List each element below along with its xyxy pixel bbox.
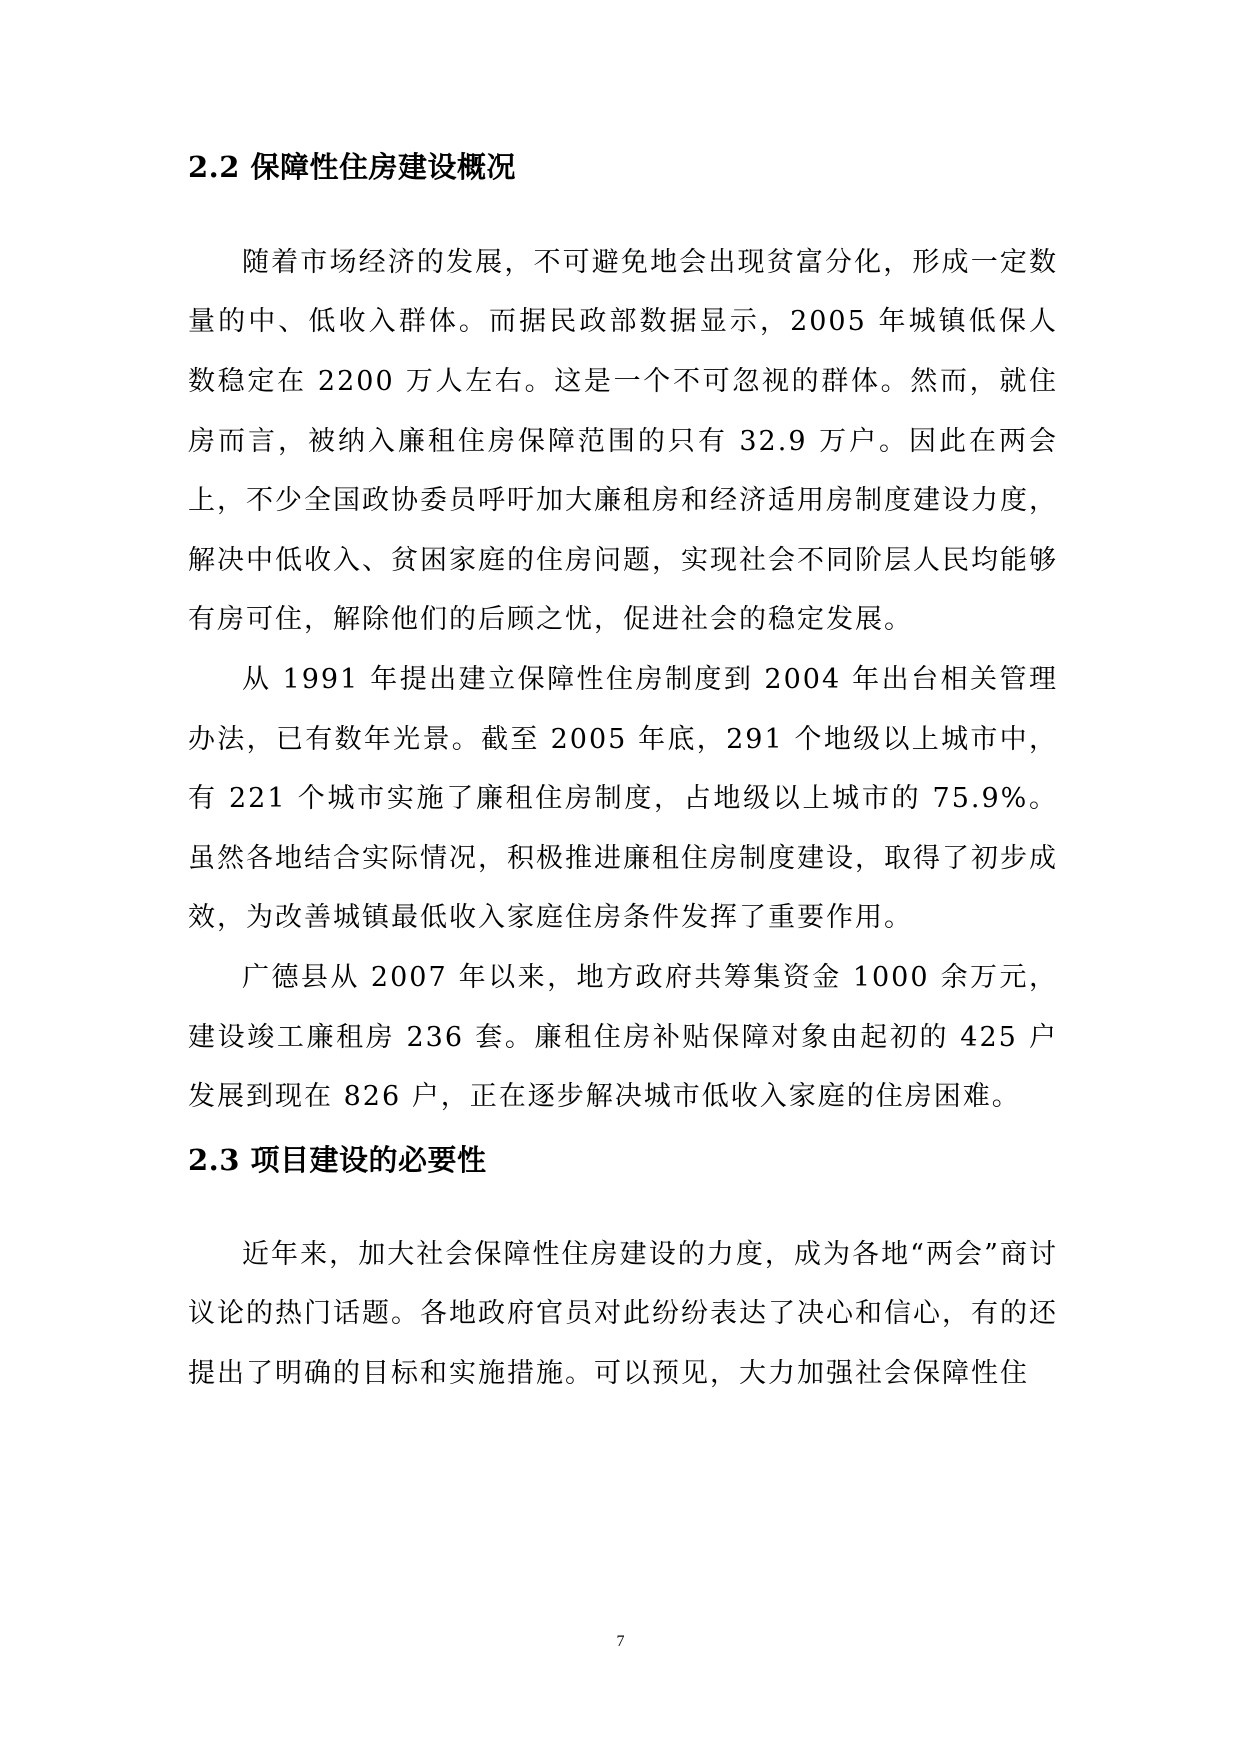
section-heading-2-2: 2.2 保障性住房建设概况 (188, 150, 517, 184)
paragraph-housing-system-history: 从 1991 年提出建立保障性住房制度到 2004 年出台相关管理办法，已有数年光景。截至 2005 年底，291 个地级以上城市中，有 221 个城市实施了廉租住房制度，占地级以上城市的 75.9%。虽然各地结合实际情况，积极推进廉租住房制度建设，取得了初步成效，为改善城镇最低收入家庭住房条件发挥了重要作用。 (188, 663, 1058, 934)
paragraph-project-necessity: 近年来，加大社会保障性住房建设的力度，成为各地“两会”商讨议论的热门话题。各地政府官员对此纷纷表达了决心和信心，有的还提出了明确的目标和实施措施。可以预见，大力加强社会保障性住 (188, 1238, 1058, 1389)
paragraph-guangde-county: 广德县从 2007 年以来，地方政府共筹集资金 1000 余万元，建设竣工廉租房 236 套。廉租住房补贴保障对象由起初的 425 户发展到现在 826 户，正在逐步解决城市低收入家庭的住房困难。 (188, 961, 1058, 1113)
section-heading-2-3: 2.3 项目建设的必要性 (188, 1142, 487, 1177)
page-number: 7 (616, 1633, 625, 1650)
page-content (188, 150, 1058, 1403)
paragraph-low-income-groups: 随着市场经济的发展，不可避免地会出现贫富分化，形成一定数量的中、低收入群体。而据民政部数据显示，2005 年城镇低保人数稳定在 2200 万人左右。这是一个不可忽视的群体。然而，就住房而言，被纳入廉租住房保障范围的只有 32.9 万户。因此在两会上，不少全国政协委员呼吁加大廉租房和经济适用房制度建设力度，解决中低收入、贫困家庭的住房问题，实现社会不同阶层人民均能够有房可住，解除他们的后顾之忧，促进社会的稳定发展。 (188, 246, 1058, 636)
